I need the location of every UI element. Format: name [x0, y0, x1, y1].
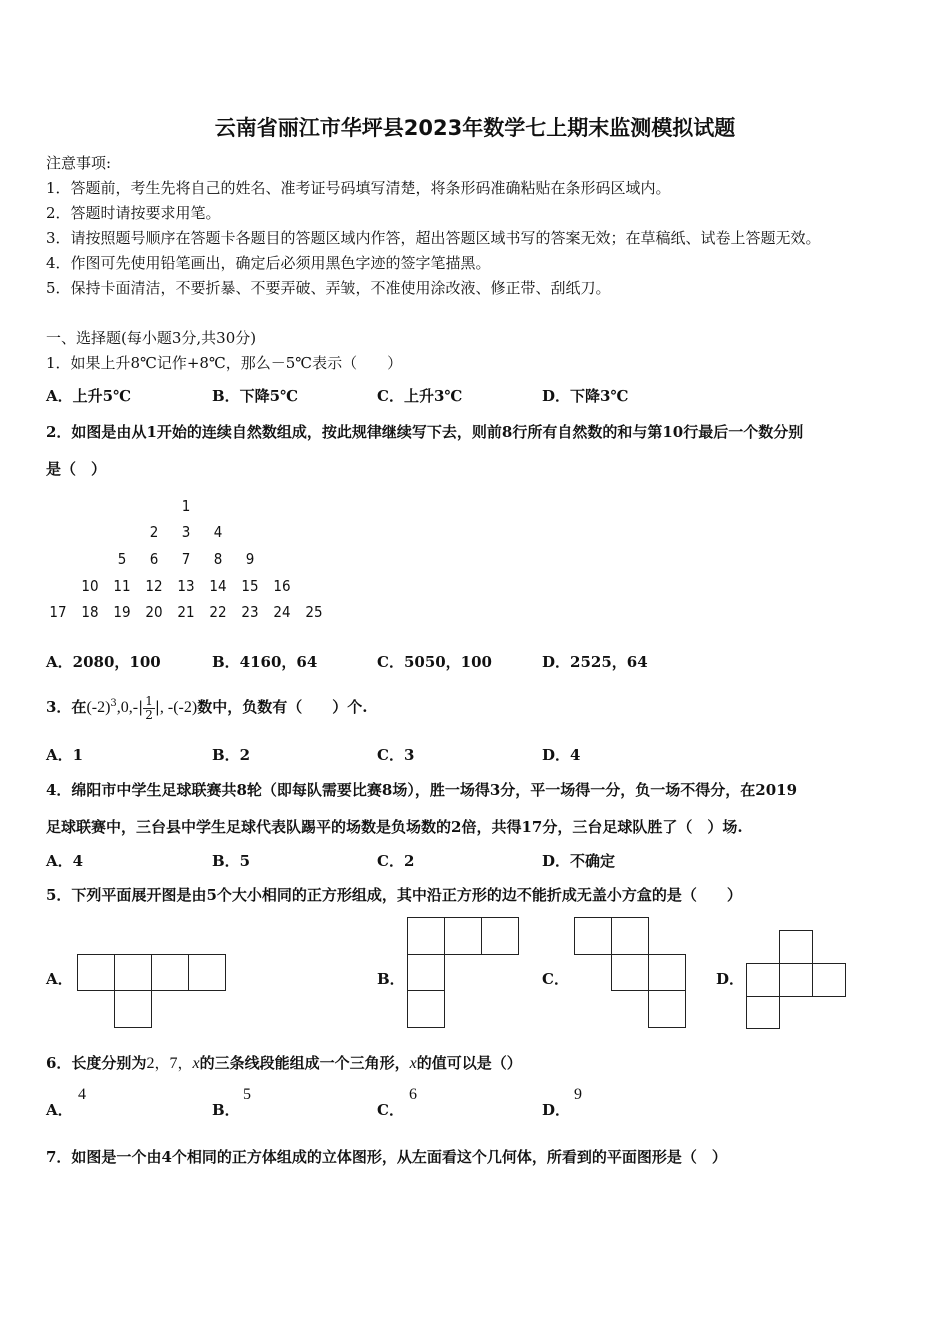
q3-exponent: 3 — [110, 698, 117, 709]
triangle-number: 19 — [113, 603, 131, 621]
q1-stem: 1．如果上升8℃记作+8℃，那么－5℃表示（ ） — [46, 354, 403, 372]
net-square — [188, 954, 226, 991]
triangle-number: 4 — [213, 523, 223, 541]
triangle-number: 16 — [273, 577, 291, 595]
triangle-number: 2 — [149, 523, 159, 541]
q1-option-a: A．上升5℃ — [46, 387, 132, 405]
notice-item-3: 3．请按照题号顺序在答题卡各题目的答题区域内作答，超出答题区域书写的答案无效；在草稿纸、试卷上答题无效。 — [46, 229, 821, 247]
net-square — [114, 954, 152, 991]
q4-option-c: C．2 — [377, 852, 415, 870]
net-square — [779, 930, 813, 964]
triangle-number: 15 — [241, 577, 259, 595]
q3-option-a: A．1 — [46, 746, 84, 764]
triangle-number: 20 — [145, 603, 163, 621]
q5-label-c: C． — [542, 970, 569, 988]
triangle-number: 5 — [117, 550, 127, 568]
q6-label-a: A． — [46, 1101, 73, 1119]
triangle-number: 18 — [81, 603, 99, 621]
q3-fraction — [143, 695, 155, 722]
triangle-number: 11 — [113, 577, 131, 595]
notice-item-4: 4．作图可先使用铅笔画出，确定后必须用黑色字迹的签字笔描黑。 — [46, 254, 491, 272]
q3-expr-b: ,0,- — [116, 699, 139, 716]
notice-item-2: 2．答题时请按要求用笔。 — [46, 204, 221, 222]
q6-value-c: 6 — [409, 1086, 417, 1103]
notice-item-1: 1．答题前，考生先将自己的姓名、准考证号码填写清楚，将条形码准确粘贴在条形码区域内。 — [46, 179, 671, 197]
q5-label-a: A． — [46, 970, 73, 988]
q1-option-d: D．下降3℃ — [542, 387, 629, 405]
notice-item-5: 5．保持卡面清洁，不要折暴、不要弄破、弄皱，不准使用涂改液、修正带、刮纸刀。 — [46, 279, 611, 297]
q4-stem-line2: 足球联赛中，三台县中学生足球代表队踢平的场数是负场数的2倍，共得17分，三台足球队胜了（ ）场. — [46, 818, 743, 836]
triangle-number: 6 — [149, 550, 159, 568]
net-square — [648, 954, 686, 991]
q3-option-c: C．3 — [377, 746, 415, 764]
net-square — [444, 917, 482, 955]
triangle-number: 24 — [273, 603, 291, 621]
net-square — [611, 917, 649, 955]
page-title: 云南省丽江市华坪县2023年数学七上期末监测模拟试题 — [214, 116, 736, 140]
q6-var-x-2: x — [409, 1055, 417, 1072]
net-square — [77, 954, 115, 991]
q6-stem-c: 的值可以是（） — [416, 1054, 522, 1072]
net-square — [407, 954, 445, 991]
triangle-number: 22 — [209, 603, 227, 621]
q6-value-2: 7 — [169, 1055, 178, 1072]
triangle-number: 14 — [209, 577, 227, 595]
q3-expr-c: , -(-2) — [159, 699, 198, 716]
triangle-number: 8 — [213, 550, 223, 568]
q2-option-a: A．2080，100 — [46, 653, 161, 671]
q3-option-b: B．2 — [212, 746, 251, 764]
fraction-numerator: 1 — [145, 693, 153, 708]
q2-option-b: B．4160，64 — [212, 653, 318, 671]
net-square — [481, 917, 519, 955]
q6-label-d: D． — [542, 1101, 571, 1119]
net-square — [611, 954, 649, 991]
net-square — [746, 963, 780, 997]
triangle-number: 1 — [181, 497, 191, 515]
triangle-number: 23 — [241, 603, 259, 621]
q2-option-d: D．2525，64 — [542, 653, 648, 671]
q2-stem-line1: 2．如图是由从1开始的连续自然数组成，按此规律继续写下去，则前8行所有自然数的和与第10行最后一个数分别 — [46, 423, 804, 441]
q4-option-d: D．不确定 — [542, 852, 616, 870]
triangle-number: 17 — [49, 603, 67, 621]
triangle-number: 12 — [145, 577, 163, 595]
triangle-number: 13 — [177, 577, 195, 595]
triangle-number: 9 — [245, 550, 255, 568]
q7-stem: 7．如图是一个由4个相同的正方体组成的立体图形，从左面看这个几何体，所看到的平面图形是（ ） — [46, 1148, 727, 1166]
net-square — [812, 963, 846, 997]
q6-label-c: C． — [377, 1101, 404, 1119]
q6-label-b: B． — [212, 1101, 240, 1119]
q6-stem-b: 的三条线段能组成一个三角形， — [199, 1054, 410, 1072]
q4-option-b: B．5 — [212, 852, 251, 870]
fraction-denominator: 2 — [145, 707, 153, 722]
section-heading: 一、选择题(每小题3分,共30分) — [46, 329, 257, 347]
net-square — [574, 917, 612, 955]
q6-stem-a: 6．长度分别为 — [46, 1054, 147, 1072]
q6-value-d: 9 — [574, 1086, 582, 1103]
q6-value-a: 4 — [78, 1086, 86, 1103]
q6-value-1: 2 — [146, 1055, 155, 1072]
net-square — [746, 996, 780, 1029]
net-square — [114, 990, 152, 1028]
q5-stem: 5．下列平面展开图是由5个大小相同的正方形组成，其中沿正方形的边不能折成无盖小方盒的是（ ） — [46, 886, 742, 904]
triangle-number: 10 — [81, 577, 99, 595]
triangle-number: 3 — [181, 523, 191, 541]
q3-prefix: 3．在 — [46, 698, 87, 716]
q3-option-d: D．4 — [542, 746, 581, 764]
triangle-number: 21 — [177, 603, 195, 621]
q1-option-b: B．下降5℃ — [212, 387, 299, 405]
triangle-number: 7 — [181, 550, 191, 568]
q6-value-b: 5 — [243, 1086, 251, 1103]
net-square — [407, 917, 445, 955]
net-square — [648, 990, 686, 1028]
q3-stem: 3．在$(-2)^3,0,-|$ $\frac{1}{2}$ |, -(-2)数中，负数有（ ）个. — [46, 693, 368, 722]
q5-label-d: D． — [716, 970, 745, 988]
q5-label-b: B． — [377, 970, 405, 988]
q1-option-c: C．上升3℃ — [377, 387, 463, 405]
q2-stem-line2: 是（ ） — [46, 460, 107, 478]
net-square — [151, 954, 189, 991]
net-square — [407, 990, 445, 1028]
q4-option-a: A．4 — [46, 852, 84, 870]
q3-expr-a: (-2) — [86, 699, 111, 716]
q6-stem: 6．长度分别为2，7，x的三条线段能组成一个三角形，x的值可以是（） — [46, 1054, 522, 1072]
q4-stem-line1: 4．绵阳市中学生足球联赛共8轮（即每队需要比赛8场），胜一场得3分，平一场得一分，负一场不得分，在2019 — [46, 781, 798, 799]
notice-heading: 注意事项: — [46, 154, 112, 172]
net-square — [779, 963, 813, 997]
q2-option-c: C．5050，100 — [377, 653, 492, 671]
triangle-number: 25 — [305, 603, 323, 621]
q3-suffix: 数中，负数有（ ）个. — [197, 698, 368, 716]
q6-var-x: x — [192, 1055, 200, 1072]
